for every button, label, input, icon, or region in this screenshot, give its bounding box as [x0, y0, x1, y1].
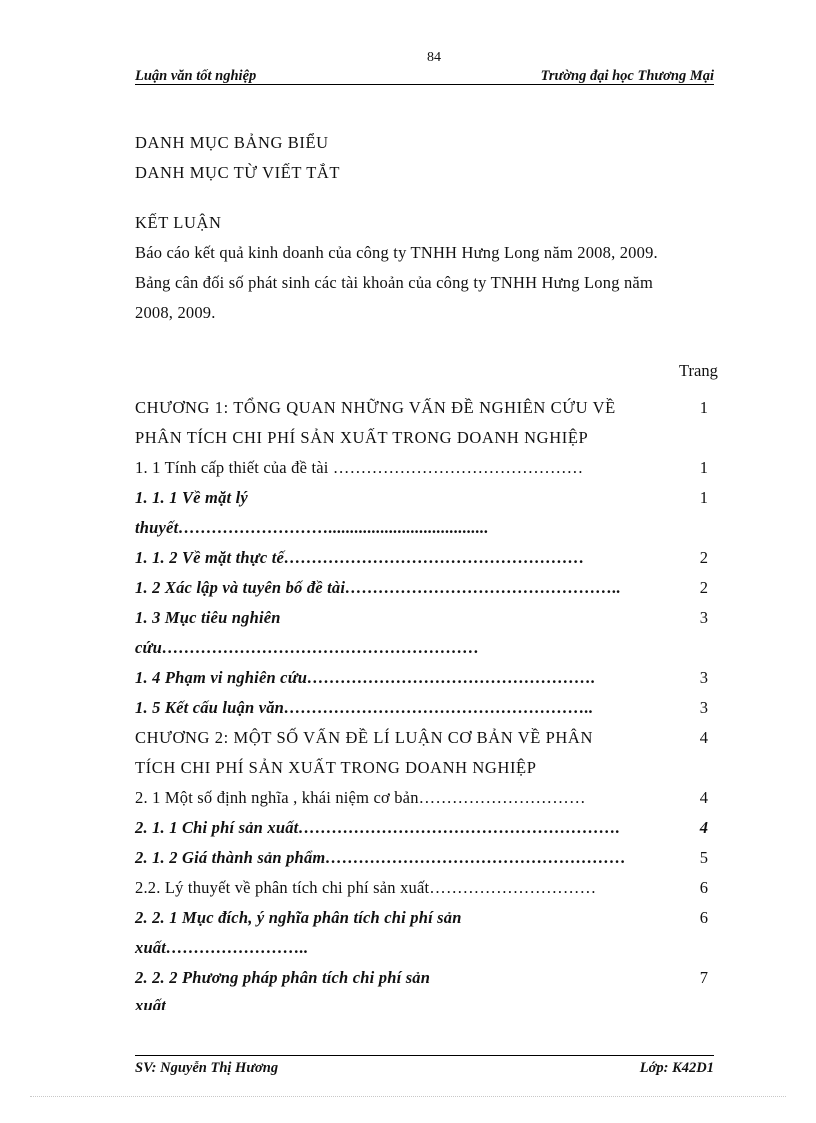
intro-line-years: 2008, 2009.: [135, 303, 216, 322]
toc-entry-page: 2: [699, 578, 708, 597]
toc-entry-page: 7: [699, 968, 708, 987]
page-edge-divider: [30, 1096, 786, 1097]
toc-entry-page: 1: [699, 398, 708, 417]
toc-entry-page: 3: [699, 608, 708, 627]
toc-entry-text: 2.2. Lý thuyết về phân tích chi phí sản xuất…………………………: [135, 878, 597, 897]
toc-entry-text: 2. 1. 2 Giá thành sản phẩm………………………………………………: [135, 848, 627, 867]
toc-entry-page: 3: [699, 668, 708, 687]
toc-entry-page: 4: [699, 818, 708, 837]
intro-line-report: Báo cáo kết quả kinh doanh của công ty TNHH Hưng Long năm 2008, 2009.: [135, 243, 658, 262]
header-rule: [135, 84, 714, 85]
toc-entry-page: 1: [699, 458, 708, 477]
intro-line-conclusion: KẾT LUẬN: [135, 213, 222, 232]
toc-entry-text: 1. 1 Tính cấp thiết của đề tài ………………………………………: [135, 458, 584, 477]
toc-entry-page: 5: [699, 848, 708, 867]
intro-line-balance: Bảng cân đối số phát sinh các tài khoản của công ty TNHH Hưng Long năm: [135, 273, 653, 292]
toc-entry-text: PHÂN TÍCH CHI PHÍ SẢN XUẤT TRONG DOANH NGHIỆP: [135, 428, 589, 447]
header-right-text: Trường đại học Thương Mại: [540, 68, 714, 84]
trang-label: Trang: [679, 361, 718, 380]
toc-entry-text: CHƯƠNG 2: MỘT SỐ VẤN ĐỀ LÍ LUẬN CƠ BẢN VỀ PHÂN: [135, 728, 593, 747]
intro-line-tables: DANH MỤC BẢNG BIỂU: [135, 133, 329, 152]
footer-class-code: Lớp: K42D1: [639, 1060, 714, 1076]
toc-entry-page: 3: [699, 698, 708, 717]
footer-rule: [135, 1055, 714, 1056]
header-left-text: Luận văn tốt nghiệp: [135, 68, 257, 84]
toc-entry-text: 1. 5 Kết cấu luận văn………………………………………………..: [135, 698, 594, 717]
toc-entry-text: 1. 4 Phạm vi nghiên cứu…………………………………………….: [135, 668, 596, 687]
toc-entry-text: 1. 1. 2 Về mặt thực tế………………………………………………: [135, 548, 585, 567]
toc-entry-text: TÍCH CHI PHÍ SẢN XUẤT TRONG DOANH NGHIỆP: [135, 758, 537, 777]
toc-entry-page: 4: [699, 728, 708, 747]
toc-entry-text: thuyết……………………….....................................: [135, 518, 489, 537]
toc-entry-page: 2: [699, 548, 708, 567]
toc-entry-page: 4: [699, 788, 708, 807]
toc-entry-text: CHƯƠNG 1: TỔNG QUAN NHỮNG VẤN ĐỀ NGHIÊN CỨU VỀ: [135, 398, 616, 417]
toc-entry-text: 1. 1. 1 Về mặt lý: [135, 488, 248, 507]
toc-entry-page: 6: [699, 908, 708, 927]
toc-entry-text: 2. 1 Một số định nghĩa , khái niệm cơ bản…………………………: [135, 788, 586, 807]
toc-entry-text: xuất: [135, 996, 167, 1010]
toc-entry-page: 6: [699, 878, 708, 897]
toc-entry-text: 2. 1. 1 Chi phí sản xuất………………………………………………….: [135, 818, 621, 837]
toc-entry-text: 1. 2 Xác lập và tuyên bố đề tài…………………………………………..: [135, 578, 621, 597]
toc-entry-text: 2. 2. 2 Phương pháp phân tích chi phí sản: [135, 968, 431, 987]
toc-entry-page: 1: [699, 488, 708, 507]
footer-student-name: SV: Nguyễn Thị Hương: [135, 1060, 279, 1076]
intro-line-abbreviations: DANH MỤC TỪ VIẾT TẮT: [135, 163, 341, 182]
toc-entry-text: 2. 2. 1 Mục đích, ý nghĩa phân tích chi phí sản: [135, 908, 462, 927]
toc-entry-text: 1. 3 Mục tiêu nghiên: [135, 608, 281, 627]
toc-entry-text: cứu…………………………………………………: [135, 638, 480, 657]
page-number: 84: [427, 50, 441, 65]
toc-entry-text: xuất……………………..: [135, 938, 309, 957]
